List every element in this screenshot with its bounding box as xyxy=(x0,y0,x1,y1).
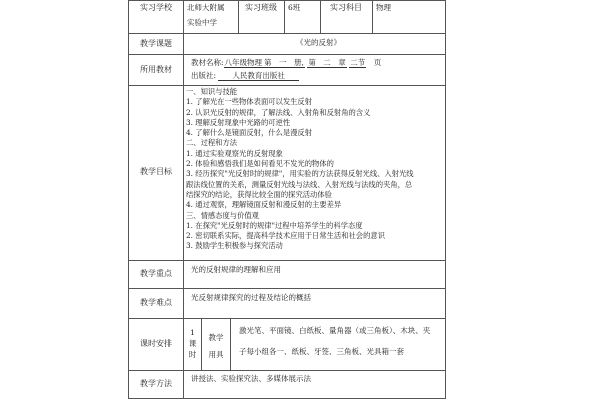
topic-value: 《光的反射》 xyxy=(296,38,341,47)
textbook-name-prefix: 教材名称: xyxy=(191,58,224,67)
objective-line: 3. 鼓励学生积极参与探究活动 xyxy=(186,241,283,251)
schedule-tools-label xyxy=(202,329,230,363)
publisher-value: 人民教育出版社 xyxy=(218,71,299,81)
objective-line: 2. 体验和感悟我们是如何看见不发光的物体的 xyxy=(186,159,334,169)
key-points-label: 教学重点 xyxy=(140,269,172,278)
difficulties-value: 光反射规律探究的过程及结论的概括 xyxy=(191,293,311,302)
objective-line: 二、过程和方法 xyxy=(186,138,238,148)
hours-char: 1 xyxy=(190,328,195,337)
objective-line: 一、知识与技能 xyxy=(186,87,238,96)
hours-char: 课 xyxy=(188,339,197,348)
subject-value: 物理 xyxy=(376,3,391,12)
objectives-label: 教学目标 xyxy=(140,167,172,176)
objective-line: 3. 经历探究"光反射时的规律"，用实验的方法获得反射光线、入射光线 xyxy=(186,169,414,179)
objective-line: 2. 密切联系实际，提高科学技术应用于日常生活和社会的意识 xyxy=(186,231,385,241)
textbook-name-value: 八年级物理 xyxy=(224,58,263,67)
schedule-label: 课时安排 xyxy=(140,339,172,348)
objective-line: 2. 认识光反射的规律，了解法线、入射角和反射角的含义 xyxy=(186,107,371,117)
row-divider xyxy=(128,85,446,86)
objective-line: 4. 通过观察，理解镜面反射和漫反射的主要差异 xyxy=(186,200,342,210)
school-value-line1: 北师大附属 xyxy=(187,3,225,12)
textbook-volume: 第 一 册, xyxy=(264,58,304,67)
school-value-line2: 实验中学 xyxy=(187,18,217,27)
tools-label-line: 用具 xyxy=(208,350,224,359)
tools-line-1: 激光笔、平面镜、白纸板、量角器（或三角板）、木块、夹 xyxy=(239,326,431,335)
textbook-section: 二节 xyxy=(350,58,366,67)
objective-line: 1. 在探究"光反射时的规律"过程中培养学生的科学态度 xyxy=(186,220,363,230)
objectives-list xyxy=(186,87,414,252)
tools-label-line: 教学 xyxy=(208,333,224,342)
textbook-page: 页 xyxy=(373,58,382,67)
methods-value: 讲授法、实验探究法、多媒体展示法 xyxy=(191,374,311,383)
class-value: 6班 xyxy=(288,3,301,12)
school-label: 实习学校 xyxy=(140,3,172,12)
textbook-chapter: 第 二 章 xyxy=(308,58,346,67)
tools-line-2: 子每小组各一、纸板、牙签、三角板、光具箱一套 xyxy=(239,347,404,356)
class-label: 实习班级 xyxy=(245,3,277,12)
row-divider xyxy=(128,370,446,371)
table-border-bottom xyxy=(128,398,446,399)
textbook-publisher-line xyxy=(191,71,299,81)
table-border-right xyxy=(445,0,446,398)
methods-label: 教学方法 xyxy=(140,379,172,388)
row-divider xyxy=(128,318,446,319)
objective-line: 4. 了解什么是镜面反射，什么是漫反射 xyxy=(186,128,313,138)
header-divider xyxy=(372,0,373,33)
row-divider xyxy=(128,54,446,55)
topic-label: 教学课题 xyxy=(140,39,172,48)
row-divider xyxy=(128,33,446,34)
header-divider xyxy=(284,0,285,33)
textbook-name-line xyxy=(191,58,381,68)
objective-line: 1. 通过实验观察光的反射现象 xyxy=(186,148,283,158)
objective-line: 跟法线位置的关系，测量反射光线与法线、入射光线与法线的夹角，总 xyxy=(186,179,413,189)
row-divider xyxy=(128,260,446,261)
difficulties-label: 教学难点 xyxy=(140,298,172,307)
objective-line: 1. 了解光在一些物体表面可以发生反射 xyxy=(186,97,313,107)
objective-line: 三、情感态度与价值观 xyxy=(186,210,259,220)
table-border-top xyxy=(128,0,446,1)
objective-line: 结探究的结论，获得比较全面的探究活动体验 xyxy=(186,189,332,199)
header-divider xyxy=(320,0,321,33)
textbook-label: 所用教材 xyxy=(140,65,172,74)
hours-char: 时 xyxy=(188,350,197,359)
publisher-prefix: 出版社: xyxy=(191,71,217,80)
row-divider xyxy=(128,288,446,289)
table-border-left xyxy=(128,0,129,398)
key-points-value: 光的反射规律的理解和应用 xyxy=(191,265,281,274)
header-divider xyxy=(238,0,239,33)
schedule-divider xyxy=(230,318,231,370)
schedule-hours xyxy=(184,327,201,360)
objective-line: 3. 理解反射现象中光路的可逆性 xyxy=(186,117,291,127)
subject-label: 实习科目 xyxy=(330,3,362,12)
